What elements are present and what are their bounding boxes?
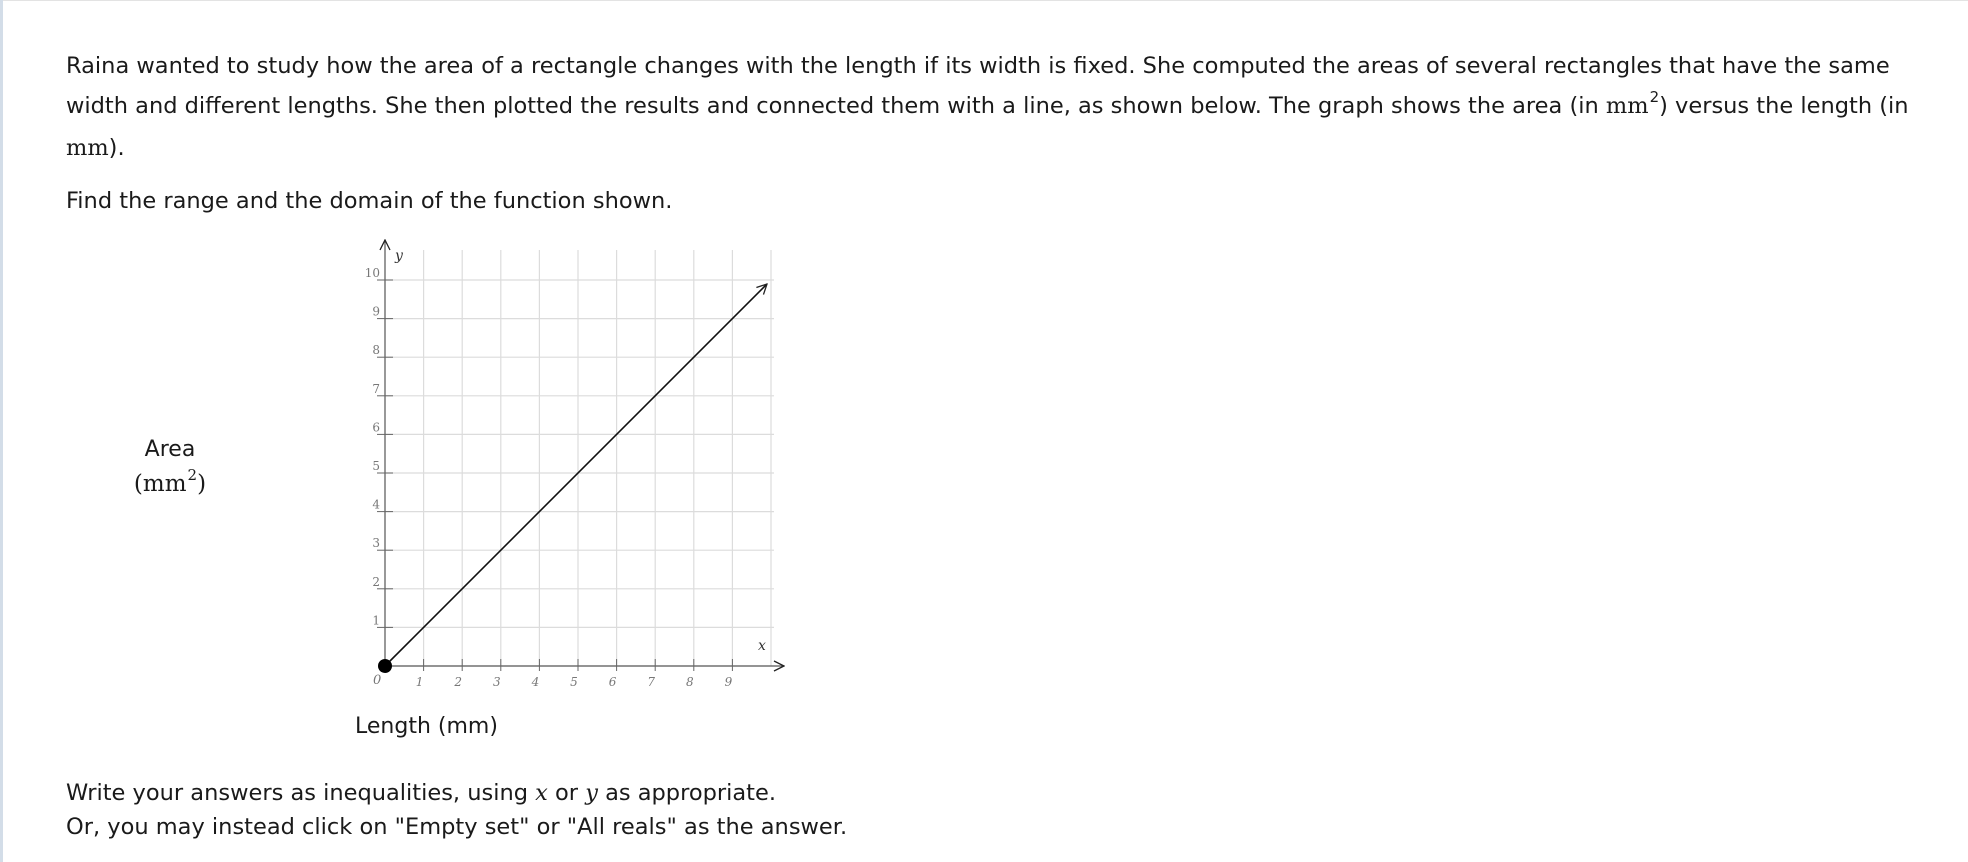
- series-line: [385, 284, 767, 666]
- x-tick-label: 2: [454, 675, 463, 689]
- x-tick-label: 1: [415, 675, 424, 689]
- x-axis-label: Length (mm): [355, 714, 498, 739]
- grid-lines: [385, 250, 774, 666]
- y-tick-label: 7: [372, 381, 380, 396]
- start-point: [378, 659, 392, 673]
- question-text: Find the range and the domain of the function shown.: [66, 188, 673, 214]
- y-tick-label: 4: [372, 497, 380, 512]
- origin-label: 0: [373, 673, 382, 688]
- y-tick-label: 3: [372, 536, 380, 551]
- x-tick-label: 9: [724, 675, 733, 689]
- y-tick-label: 1: [372, 613, 380, 628]
- problem-paragraph: Raina wanted to study how the area of a rectangle changes with the length if its width is fixed. She computed the areas of several rectangles that have the same width and different lengths. She then plotted the results and connected them with a line, as shown below. The graph shows the area (in $mm^2$) versus the length (in mm).: [66, 53, 1909, 161]
- y-axis-label: Area $(mm^2)$: [133, 437, 207, 497]
- y-tick-label: 9: [372, 304, 380, 319]
- x-tick-label: 5: [570, 675, 578, 689]
- x-tick-label: 4: [531, 675, 540, 689]
- x-tick-label: 8: [685, 675, 694, 689]
- x-tick-label: 7: [647, 675, 656, 689]
- y-tick-label: 8: [372, 343, 380, 358]
- top-divider: [0, 0, 1968, 1]
- y-tick-label: 6: [372, 420, 380, 435]
- axes: [385, 240, 784, 666]
- instruction-line-2: Or, you may instead click on "Empty set" or "All reals" as the answer.: [66, 814, 848, 840]
- instruction-line-1: Write your answers as inequalities, using x or y as appropriate.: [66, 780, 776, 806]
- line-graph: [225, 238, 766, 698]
- tick-marks: [365, 266, 733, 689]
- y-tick-label: 2: [372, 574, 380, 589]
- unit-exponent: 2: [1649, 88, 1660, 106]
- y-axis-name: y: [395, 248, 403, 264]
- problem-statement: [66, 46, 1946, 221]
- y-tick-label: 5: [372, 459, 380, 473]
- x-tick-label: 3: [492, 675, 501, 689]
- x-tick-label: 6: [608, 675, 617, 689]
- data-marks: [378, 284, 767, 673]
- y-tick-label: 10: [364, 266, 380, 280]
- graph-figure: [120, 238, 766, 748]
- answer-instructions: [66, 776, 847, 844]
- x-axis-name: x: [758, 638, 766, 654]
- left-border: [0, 0, 3, 862]
